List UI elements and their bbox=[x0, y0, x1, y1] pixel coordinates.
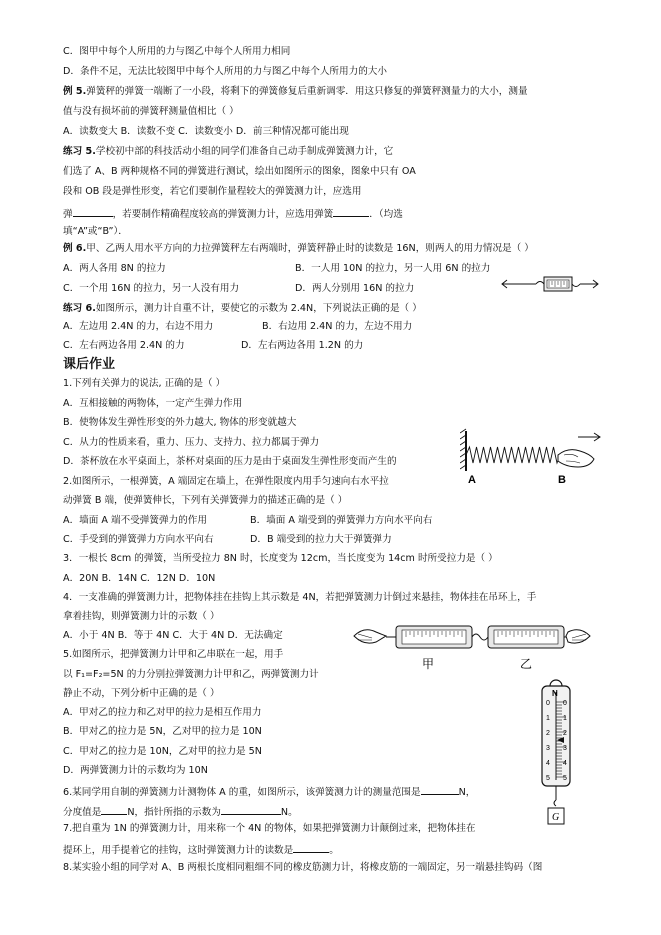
answer-blank[interactable] bbox=[293, 842, 329, 853]
question-4-line1: 4．一支准确的弹簧测力计，把物体挂在挂钩上其示数是 4N，若把弹簧测力计倒过来悬挂，物体挂在吊环上，手 bbox=[63, 592, 537, 603]
question-5-option-c: C．甲对乙的拉力是 10N，乙对甲的拉力是 5N bbox=[63, 746, 262, 757]
dial-tick-label: 4 bbox=[563, 760, 567, 767]
text: N，指针所指的示数为 bbox=[127, 807, 221, 818]
practice-5-line5: 填“A”或“B”）． bbox=[63, 226, 128, 237]
practice-5-text: 学校初中部的科技活动小组的同学们准备自己动手制成弹簧测力计，它 bbox=[95, 146, 394, 157]
example-5-number: 例 5. bbox=[63, 86, 87, 97]
question-4-line2: 拿着挂钩，则弹簧测力计的示数（ ） bbox=[63, 611, 220, 622]
question-5-line3: 静止不动，下列分析中正确的是（ ） bbox=[63, 688, 220, 699]
question-3: 3．一根长 8cm 的弹簧，当所受拉力 8N 时，长度变为 12cm，当长度变为 14cm 时所受拉力是（ ） bbox=[63, 553, 498, 564]
text: 提环上，用手提着它的挂钩，这时弹簧测力计的读数是 bbox=[63, 845, 294, 856]
example-6-number: 例 6. bbox=[63, 243, 87, 254]
practice-5-line2: 们选了 A、B 两种规格不同的弹簧进行测试，绘出如图所示的图象，图象中只有 OA bbox=[63, 166, 416, 177]
answer-blank[interactable] bbox=[73, 206, 113, 217]
question-2-option-c: C．手受到的弹簧弹力方向水平向右 bbox=[63, 534, 214, 545]
text: N。 bbox=[280, 807, 298, 818]
question-7-line2 bbox=[63, 842, 339, 857]
practice-6-option-c: C．左右两边各用 2.4N 的力 bbox=[63, 340, 185, 351]
question-4-options: A．小于 4N B．等于 4N C．大于 4N D．无法确定 bbox=[63, 630, 283, 641]
question-5-line1: 5.如图所示，把弹簧测力计甲和乙串联在一起，用手 bbox=[63, 649, 284, 660]
question-2-line1: 2.如图所示，一根弹簧，A 端固定在墙上，在弹性限度内用手匀速向右水平拉 bbox=[63, 476, 389, 487]
practice-5-line4 bbox=[63, 206, 403, 221]
weight-label-g: G bbox=[552, 812, 560, 823]
question-5-option-a: A．甲对乙的拉力和乙对甲的拉力是相互作用力 bbox=[63, 707, 262, 718]
answer-blank[interactable] bbox=[221, 804, 281, 815]
question-1-option-b: B．使物体发生弹性形变的外力越大, 物体的形变就越大 bbox=[63, 417, 297, 428]
answer-blank[interactable] bbox=[101, 804, 127, 815]
dial-tick-label: 5 bbox=[563, 775, 567, 782]
example-6-option-b: B．一人用 10N 的拉力，另一人用 6N 的拉力 bbox=[295, 263, 491, 274]
answer-blank[interactable] bbox=[421, 784, 459, 795]
question-2-option-a: A．墙面 A 端不受弹簧弹力的作用 bbox=[63, 515, 207, 526]
example-6-option-d: D．两人分别用 16N 的拉力 bbox=[295, 283, 415, 294]
question-1-option-c: C．从力的性质来看，重力、压力、支持力、拉力都属于弹力 bbox=[63, 437, 320, 448]
question-6-line2 bbox=[63, 804, 298, 819]
question-5-line2: 以 F₁=F₂=5N 的力分别拉弹簧测力计甲和乙，两弹簧测力计 bbox=[63, 669, 319, 680]
question-5-option-d: D．两弹簧测力计的示数均为 10N bbox=[63, 765, 208, 776]
text: ．（均选 bbox=[369, 209, 403, 220]
question-7-line1: 7.把自重为 1N 的弹簧测力计，用来称一个 4N 的物体，如果把弹簧测力计颠倒过来，把物体挂在 bbox=[63, 823, 476, 834]
question-1-option-d: D．茶杯放在水平桌面上，茶杯对桌面的压力是由于桌面发生弹性形变而产生的 bbox=[63, 456, 397, 467]
question-8-line1: 8.某实验小组的同学对 A、B 两根长度相同粗细不同的橡皮筋测力计，将橡皮筋的一端固定，另一端悬挂钩码（图 bbox=[63, 862, 543, 873]
dial-unit-n: N bbox=[552, 689, 558, 698]
dial-tick-label: 5 bbox=[546, 775, 550, 782]
dial-tick-label: 2 bbox=[546, 730, 550, 737]
dial-tick-label: 3 bbox=[546, 745, 550, 752]
dial-tick-label: 1 bbox=[546, 715, 550, 722]
question-6-line1 bbox=[63, 784, 475, 799]
homework-title: 课后作业 bbox=[63, 357, 116, 372]
question-2-line2: 动弹簧 B 端，使弹簧伸长，下列有关弹簧弹力的描述正确的是（ ） bbox=[63, 495, 348, 506]
two-spring-scales-figure bbox=[352, 612, 592, 672]
dial-tick-label: 3 bbox=[563, 745, 567, 752]
hand-label-b: B bbox=[558, 474, 566, 486]
dial-tick-label: 1 bbox=[563, 715, 567, 722]
question-5-option-b: B．甲对乙的拉力是 5N，乙对甲的拉力是 10N bbox=[63, 726, 262, 737]
practice-6-text: 如图所示，测力计自重不计，要使它的示数为 2.4N，下列说法正确的是（ ） bbox=[95, 303, 422, 314]
example-5-line1 bbox=[63, 86, 528, 98]
answer-blank[interactable] bbox=[333, 206, 369, 217]
question-2-option-b: B．墙面 A 端受到的弹簧弹力方向水平向右 bbox=[250, 515, 433, 526]
practice-6-option-a: A．左边用 2.4N 的力，右边不用力 bbox=[63, 321, 214, 332]
practice-5-line3: 段和 OB 段是弹性形变，若它们要制作量程较大的弹簧测力计，应选用 bbox=[63, 186, 362, 197]
practice-6-option-d: D．左右两边各用 1.2N 的力 bbox=[241, 340, 364, 351]
question-3-options: A．20N B．14N C．12N D．10N bbox=[63, 573, 216, 584]
text: 分度值是 bbox=[63, 807, 102, 818]
text: ，若要制作精确程度较高的弹簧测力计，应选用弹簧 bbox=[112, 209, 334, 220]
wall-spring-figure bbox=[460, 425, 610, 487]
example-5-line2: 值与没有损坏前的弹簧秤测量值相比（ ） bbox=[63, 106, 239, 117]
label-jia: 甲 bbox=[422, 657, 435, 671]
text: 6.某同学用自制的弹簧测力计测物体 A 的重，如图所示，该弹簧测力计的测量范围是 bbox=[63, 787, 421, 798]
example-6-line1 bbox=[63, 243, 534, 255]
text: 弹 bbox=[63, 209, 73, 220]
option-c: C．图甲中每个人所用的力与图乙中每个人所用力相同 bbox=[63, 46, 291, 57]
option-d: D．条件不足，无法比较图甲中每个人所用的力与图乙中每个人所用力的大小 bbox=[63, 66, 387, 77]
question-1-option-a: A．互相接触的两物体，一定产生弹力作用 bbox=[63, 398, 243, 409]
vertical-spring-scale-figure bbox=[538, 676, 574, 834]
practice-6-line1 bbox=[63, 303, 422, 315]
dial-tick-label: 2 bbox=[563, 730, 567, 737]
text: 。 bbox=[329, 845, 339, 856]
practice-5-number: 练习 5. bbox=[63, 146, 96, 157]
question-2-option-d: D．B 端受到的拉力大于弹簧弹力 bbox=[250, 534, 392, 545]
dial-tick-label: 0 bbox=[563, 700, 567, 707]
example-6-option-a: A．两人各用 8N 的拉力 bbox=[63, 263, 166, 274]
example-5-text: 弹簧秤的弹簧一端断了一小段，将剩下的弹簧修复后重新调零．用这只修复的弹簧秤测量力的大小，测量 bbox=[86, 86, 528, 97]
text: N， bbox=[458, 787, 476, 798]
label-yi: 乙 bbox=[520, 657, 533, 671]
example-5-options: A．读数变大 B．读数不变 C．读数变小 D．前三种情况都可能出现 bbox=[63, 126, 349, 137]
dial-tick-label: 0 bbox=[546, 700, 550, 707]
spring-scale-small-figure bbox=[500, 272, 600, 296]
question-1: 1.下列有关弹力的说法, 正确的是（ ） bbox=[63, 378, 226, 389]
practice-5-line1 bbox=[63, 146, 393, 158]
example-6-option-c: C．一个用 16N 的拉力，另一人没有用力 bbox=[63, 283, 240, 294]
wall-label-a: A bbox=[468, 474, 476, 486]
dial-tick-label: 4 bbox=[546, 760, 550, 767]
example-6-text: 甲、乙两人用水平方向的力拉弹簧秤左右两端时，弹簧秤静止时的读数是 16N，则两人的用力情况是（ ） bbox=[86, 243, 534, 254]
practice-6-option-b: B．右边用 2.4N 的力，左边不用力 bbox=[262, 321, 413, 332]
practice-6-number: 练习 6. bbox=[63, 303, 96, 314]
